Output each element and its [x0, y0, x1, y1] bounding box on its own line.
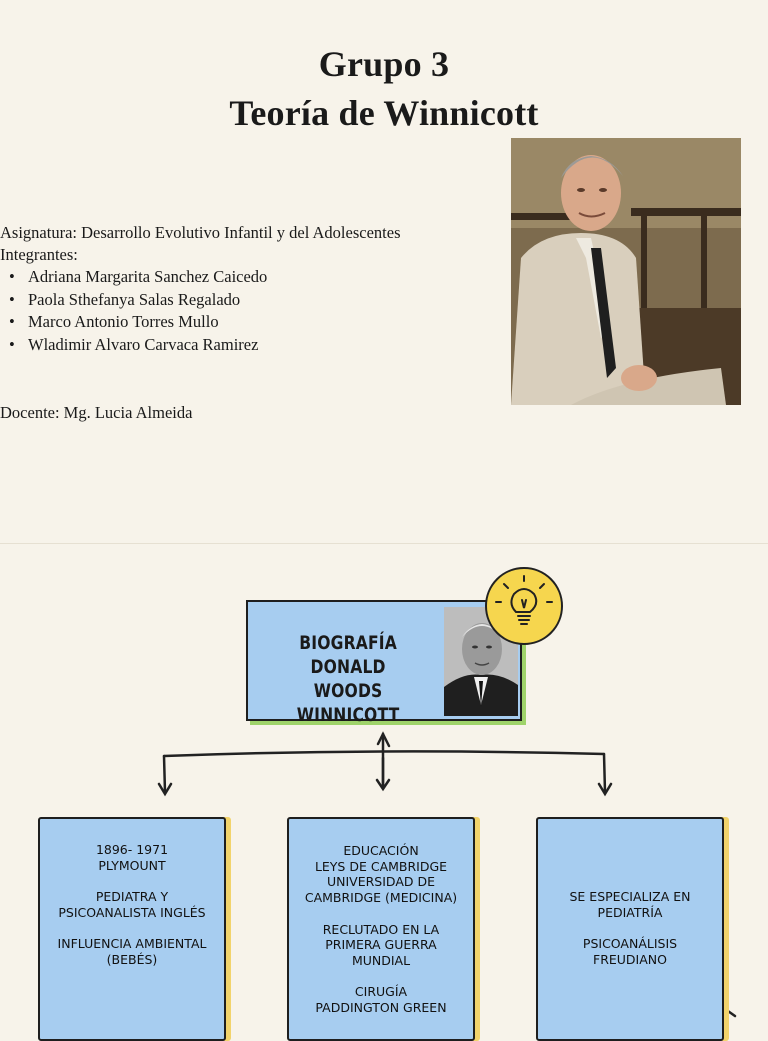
box-text: PEDIATRÍA [597, 904, 663, 920]
box-text: EDUCACIÓN [343, 843, 419, 858]
box-text: CIRUGÍA [354, 984, 408, 1000]
lightbulb-icon [480, 566, 568, 646]
box-text: MUNDIAL [351, 952, 411, 968]
biography-slide [0, 544, 768, 1024]
box-text: PSICOANÁLISIS [582, 936, 678, 952]
group-title: Grupo 3 [318, 44, 450, 84]
box-text: FREUDIANO [593, 951, 667, 967]
biography-title [262, 631, 434, 727]
list-item: • Marco Antonio Torres Mullo [0, 311, 267, 334]
box-text: LEYS DE CAMBRIDGE [314, 858, 448, 874]
box-text: RECLUTADO EN LA [322, 921, 440, 937]
box-text: CAMBRIDGE (MEDICINA) [304, 890, 458, 906]
box-text: PADDINGTON GREEN [315, 1000, 447, 1015]
info-box-specialization [536, 817, 724, 1041]
box-text: INFLUENCIA AMBIENTAL [57, 936, 207, 952]
list-item: • Wladimir Alvaro Carvaca Ramirez [0, 334, 267, 357]
box-text: 1896- 1971 [95, 842, 169, 857]
winnicott-color-photo [511, 138, 741, 405]
theory-title: Teoría de Winnicott [229, 93, 539, 133]
subject-text: Asignatura: Desarrollo Evolutivo Infantil y del Adolescentes [0, 223, 401, 242]
box-text: UNIVERSIDAD DE [326, 874, 436, 890]
info-box-education [287, 817, 475, 1041]
box-text: PEDIATRA Y [95, 889, 169, 905]
list-item: • Paola Sthefanya Salas Regalado [0, 289, 267, 312]
box-text: PRIMERA GUERRA [325, 937, 437, 953]
info-box-birth [38, 817, 226, 1041]
box-text: SE ESPECIALIZA EN [569, 889, 691, 904]
box-text: PSICOANALISTA INGLÉS [58, 904, 206, 920]
list-item: • Adriana Margarita Sanchez Caicedo [0, 266, 267, 289]
box-text: PLYMOUNT [98, 857, 166, 873]
docente-text: Docente: Mg. Lucia Almeida [0, 403, 193, 422]
biography-title-line1: BIOGRAFÍA DONALD [299, 632, 397, 678]
box-text: (BEBÉS) [106, 951, 158, 967]
members-list [0, 266, 267, 356]
biography-title-line2: WOODS WINNICOTT [296, 680, 400, 726]
members-label: Integrantes: [0, 245, 78, 264]
